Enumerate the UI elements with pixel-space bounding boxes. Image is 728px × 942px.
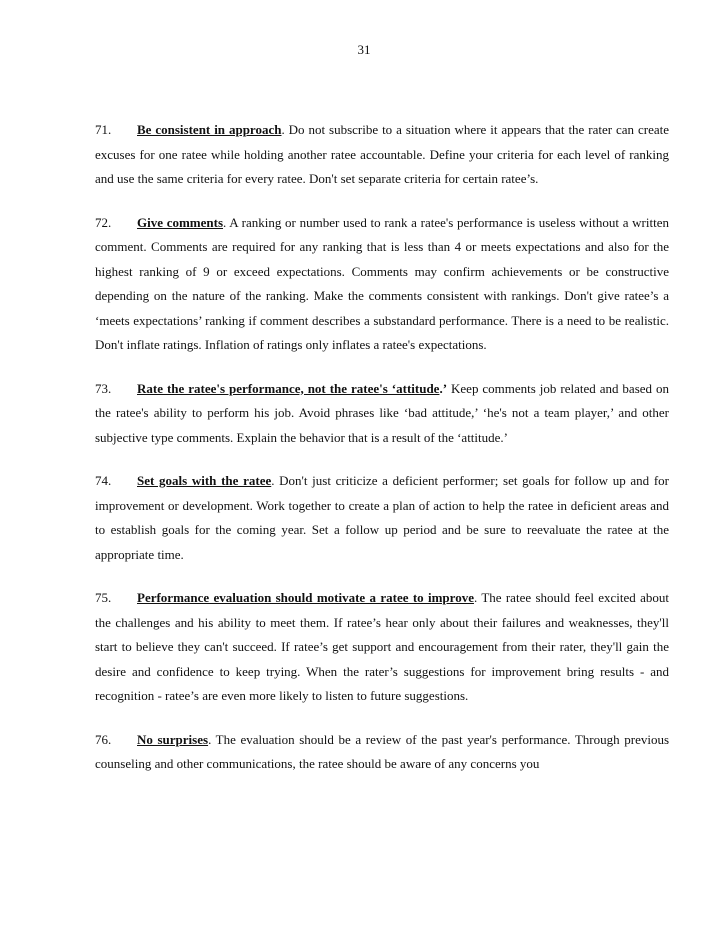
item-heading: Be consistent in approach: [137, 122, 282, 137]
item-74: [95, 469, 669, 567]
item-71: [95, 118, 669, 192]
item-heading: Performance evaluation should motivate a ratee to improve: [137, 590, 474, 605]
item-number: 76.: [95, 731, 112, 747]
item-body: Keep comments job related and based on the ratee's ability to perform his job. Avoid phrases like ‘bad attitude,’ ‘he's not a team player,’ and other subjective type comments. Explain the behavior that is a result of the ‘attitude.’: [95, 380, 669, 445]
item-72: [95, 211, 669, 358]
item-number: 74.: [95, 473, 112, 488]
item-heading-tail: .’: [439, 380, 448, 396]
item-body: . The evaluation should be a review of the past year's performance. Through previous counseling and other communications, the ratee should be aware of any concerns you: [95, 731, 670, 771]
document-body: [95, 118, 669, 796]
item-body: . A ranking or number used to rank a ratee's performance is useless without a written comment. Comments are required for any ranking that is less than 4 or meets expectations and also for the highest ranking of 9 or exceed expectations. Comments may confirm achievements or be constructive depending on the nature of the ranking. Make the comments consistent with rankings. Don't give ratee’s a ‘meets expectations’ ranking if comment describes a substandard performance. There is a need to be realistic. Don't inflate ratings. Inflation of ratings only inflates a ratee's expectations.: [95, 214, 669, 352]
page-number: 31: [357, 42, 371, 57]
item-75: [95, 586, 669, 709]
item-heading: No surprises: [137, 731, 209, 747]
item-heading: Rate the ratee's performance, not the ratee's ‘attitude: [137, 380, 440, 396]
item-heading: Set goals with the ratee: [137, 473, 272, 488]
item-number: 75.: [95, 590, 112, 605]
item-number: 71.: [95, 122, 112, 137]
item-body: . The ratee should feel excited about the challenges and his ability to meet them. If ratee’s hear only about their failures and weaknesses, they'll start to believe they can't succeed. If ratee’s get support and encouragement from their rater, they'll gain the desire and confidence to keep trying. When the rater’s suggestions for improvement bring results - and recognition - ratee’s are even more likely to listen to future suggestions.: [95, 590, 670, 703]
item-number: 73.: [95, 380, 112, 396]
item-73: [95, 377, 669, 451]
item-body: . Don't just criticize a deficient performer; set goals for follow up and for improvement or development. Work together to create a plan of action to help the ratee in deficient areas and to establish goals for the coming year. Set a follow up period and be sure to reevaluate the ratee at the appropriate time.: [95, 473, 669, 562]
item-76: [95, 728, 669, 777]
item-number: 72.: [95, 214, 112, 230]
item-body: . Do not subscribe to a situation where it appears that the rater can create excuses for one ratee while holding another ratee accountable. Define your criteria for each level of ranking and use the same criteria for every ratee. Don't set separate criteria for certain ratee’s.: [95, 122, 670, 186]
item-heading: Give comments: [137, 214, 224, 230]
